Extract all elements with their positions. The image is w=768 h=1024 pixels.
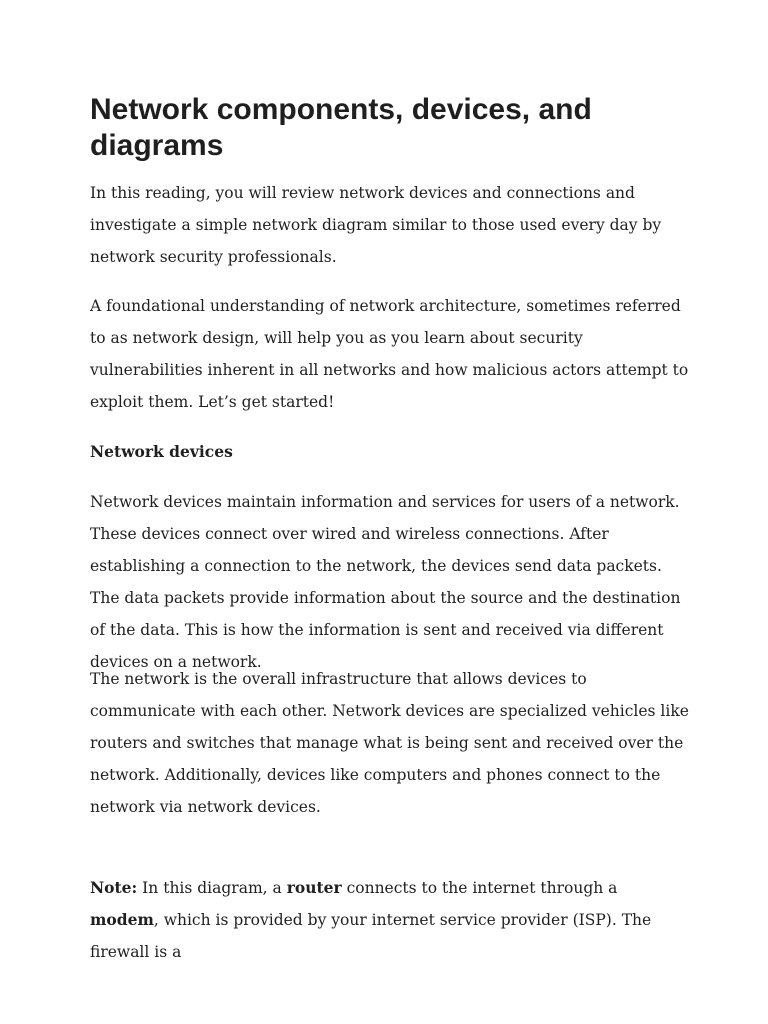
- note-term-router: router: [286, 878, 342, 897]
- network-devices-paragraph-2: The network is the overall infrastructure that allows devices to communicate with each other. Network devices are specialized vehicles like routers and switches that manage what is being sent and received over the network. Additionally, devices like computers and phones connect to the network via network devices.: [90, 670, 689, 816]
- section-heading-network-devices: Network devices: [90, 442, 233, 461]
- intro-paragraph-2: A foundational understanding of network architecture, sometimes referred to as network design, will help you as you learn about security vulnerabilities inherent in all networks and how malicious actors attempt to exploit them. Let’s get started!: [90, 297, 689, 411]
- network-devices-paragraph-1: Network devices maintain information and services for users of a network. These devices connect over wired and wireless connections. After establishing a connection to the network, the devices send data packets. The data packets provide information about the source and the destination of the data. This is how the information is sent and received via different devices on a network.: [90, 493, 681, 671]
- note-text-1: In this diagram, a: [137, 879, 287, 897]
- page-title: Network components, devices, and diagrams: [90, 93, 592, 162]
- note-paragraph: [90, 872, 690, 968]
- note-label: Note:: [90, 878, 138, 897]
- note-text-3: , which is provided by your internet service provider (ISP). The firewall is a: [90, 911, 652, 961]
- intro-paragraph-1: In this reading, you will review network devices and connections and investigate a simple network diagram similar to those used every day by network security professionals.: [90, 184, 662, 266]
- note-text-2: connects to the internet through a: [341, 879, 618, 897]
- note-term-modem: modem: [90, 910, 154, 929]
